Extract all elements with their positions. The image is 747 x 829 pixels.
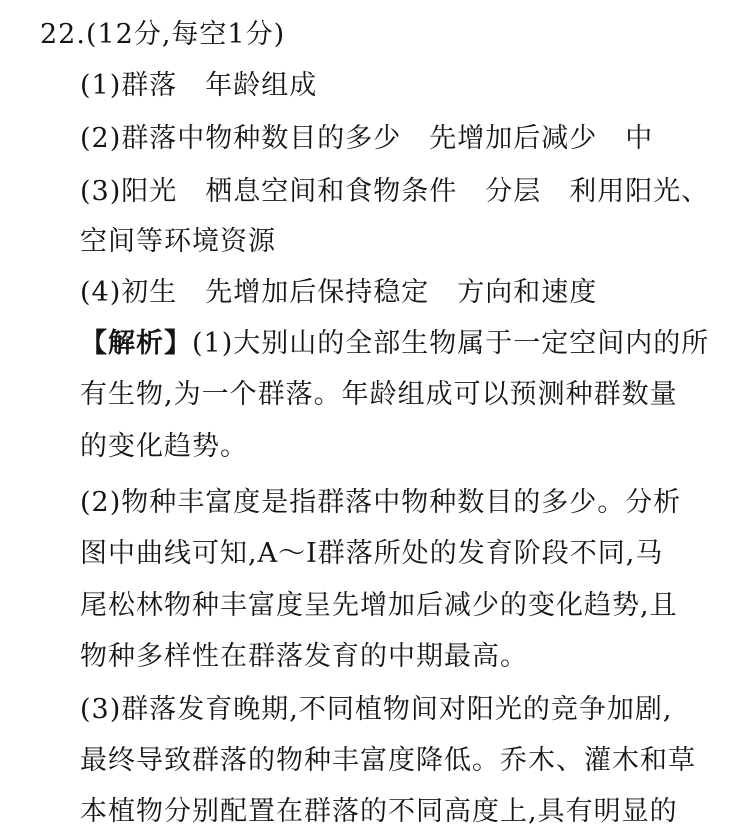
analysis-line-9: 最终导致群落的物种丰富度降低。乔木、灌木和草 bbox=[80, 745, 696, 776]
answer-line-3: (3)阳光 栖息空间和食物条件 分层 利用阳光、 bbox=[80, 176, 710, 207]
question-header: 22.(12分,每空1分) bbox=[40, 19, 286, 50]
analysis-line-4: (2)物种丰富度是指群落中物种数目的多少。分析 bbox=[80, 487, 682, 518]
analysis-line-10: 本植物分别配置在群落的不同高度上,具有明显的 bbox=[80, 796, 678, 827]
answer-line-3-cont: 空间等环境资源 bbox=[80, 226, 276, 257]
analysis-line-7: 物种多样性在群落发育的中期最高。 bbox=[80, 641, 528, 672]
analysis-line-2: 有生物,为一个群落。年龄组成可以预测种群数量 bbox=[80, 379, 678, 410]
analysis-line-1 bbox=[80, 327, 709, 361]
analysis-label: 【解析】 bbox=[80, 328, 192, 359]
analysis-text-1: (1)大别山的全部生物属于一定空间内的所 bbox=[192, 328, 710, 359]
answer-line-2: (2)群落中物种数目的多少 先增加后减少 中 bbox=[80, 123, 654, 154]
answer-line-1: (1)群落 年龄组成 bbox=[80, 70, 318, 101]
analysis-line-8: (3)群落发育晚期,不同植物间对阳光的竞争加剧, bbox=[80, 694, 673, 725]
analysis-line-5: 图中曲线可知,A～I群落所处的发育阶段不同,马 bbox=[80, 538, 664, 569]
analysis-line-6: 尾松林物种丰富度呈先增加后减少的变化趋势,且 bbox=[80, 590, 678, 621]
answer-line-4: (4)初生 先增加后保持稳定 方向和速度 bbox=[80, 277, 598, 308]
analysis-line-3: 的变化趋势。 bbox=[80, 431, 248, 462]
